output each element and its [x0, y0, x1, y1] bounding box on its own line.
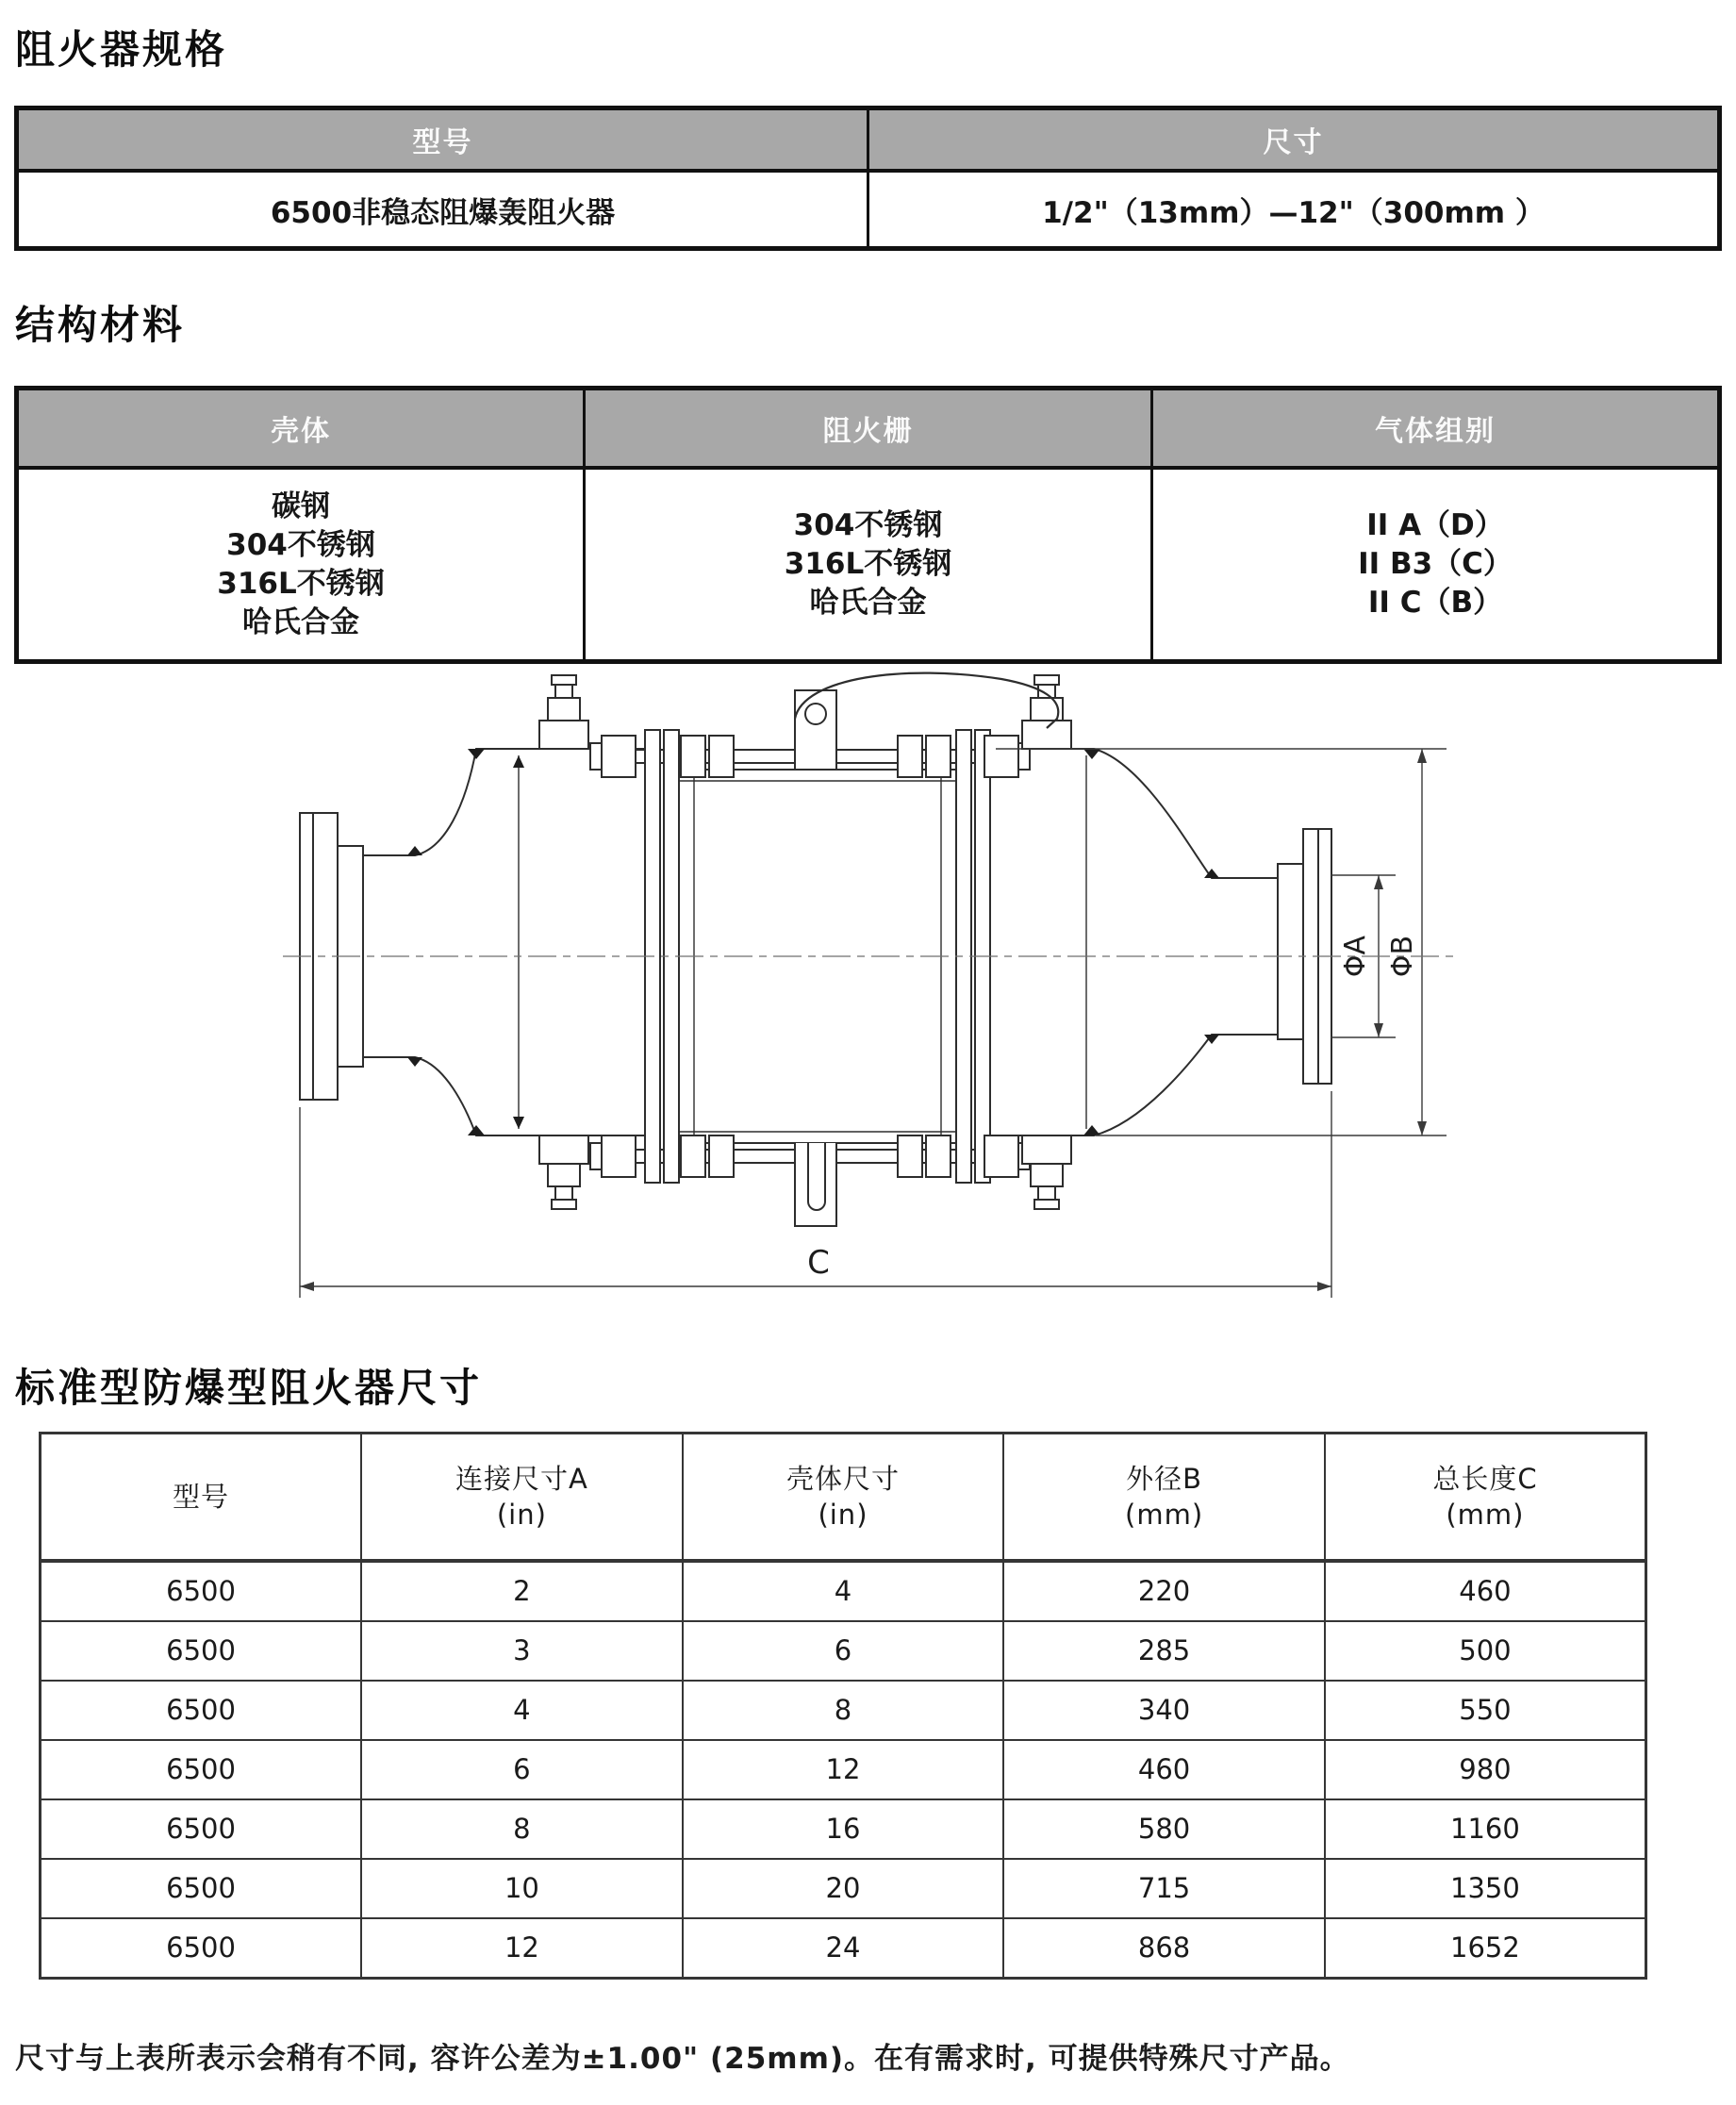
cell-length-c: 460: [1325, 1561, 1646, 1621]
header-line: (in): [818, 1498, 868, 1531]
material-line: 316L不锈钢: [784, 547, 952, 582]
dim-label-c: C: [807, 1244, 830, 1283]
cell-conn-a: 2: [361, 1561, 683, 1621]
dim-header-model: [41, 1433, 362, 1561]
cell-outer-b: 460: [1003, 1740, 1325, 1799]
cell-outer-b: 715: [1003, 1859, 1325, 1918]
materials-cell-gasgroup: [1152, 468, 1720, 662]
cell-outer-b: 285: [1003, 1621, 1325, 1681]
cell-conn-a: 10: [361, 1859, 683, 1918]
materials-cell-shell: [17, 468, 585, 662]
arrester-body: [300, 673, 1331, 1226]
materials-header-gasgroup: 气体组别: [1152, 389, 1720, 469]
header-line: (mm): [1125, 1498, 1204, 1531]
table-row: [41, 1918, 1646, 1979]
cell-model: 6500: [41, 1561, 362, 1621]
table-row: [41, 1799, 1646, 1859]
cell-model: 6500: [41, 1918, 362, 1979]
spec-table-header-row: [17, 108, 1720, 172]
cell-model: 6500: [41, 1799, 362, 1859]
cell-length-c: 980: [1325, 1740, 1646, 1799]
dimensions-table: [39, 1432, 1647, 1980]
spec-cell-size: 1/2"（13mm）—12"（300mm ）: [868, 171, 1720, 249]
dim-header-connection-a: [361, 1433, 683, 1561]
material-line: 316L不锈钢: [217, 566, 385, 601]
dimension-labels: [807, 936, 1419, 1283]
spec-table-row: [17, 171, 1720, 249]
table-row: [41, 1740, 1646, 1799]
cell-model: 6500: [41, 1621, 362, 1681]
cell-shell: 6: [683, 1621, 1004, 1681]
material-line: 碳钢: [272, 489, 330, 523]
section2-title: 结构材料: [15, 302, 186, 349]
materials-cell-element: [585, 468, 1152, 662]
cell-conn-a: 6: [361, 1740, 683, 1799]
spec-cell-model: 6500非稳态阻爆轰阻火器: [17, 171, 868, 249]
bottom-bracket: [795, 1143, 836, 1226]
left-dome: [363, 749, 645, 1135]
gas-group-line: II B3（C）: [1358, 547, 1513, 582]
material-line: 哈氏合金: [809, 586, 927, 621]
cell-shell: 8: [683, 1681, 1004, 1740]
header-line: 连接尺寸A: [455, 1462, 588, 1495]
cell-model: 6500: [41, 1740, 362, 1799]
materials-header-shell: 壳体: [17, 389, 585, 469]
header-line: (mm): [1446, 1498, 1525, 1531]
material-line: 304不锈钢: [226, 527, 375, 562]
cell-length-c: 1350: [1325, 1859, 1646, 1918]
dim-header-outer-b: [1003, 1433, 1325, 1561]
dim-label-b: ΦB: [1386, 936, 1419, 978]
weld-marks: [407, 749, 1219, 1135]
gas-group-line: II A（D）: [1366, 508, 1504, 543]
cell-outer-b: 868: [1003, 1918, 1325, 1979]
section1-title: 阻火器规格: [15, 26, 228, 73]
header-line: 总长度C: [1432, 1462, 1538, 1495]
dim-label-a: ΦA: [1339, 936, 1372, 978]
cell-model: 6500: [41, 1859, 362, 1918]
table-row: [41, 1859, 1646, 1918]
cell-outer-b: 340: [1003, 1681, 1325, 1740]
cell-conn-a: 12: [361, 1918, 683, 1979]
cell-shell: 4: [683, 1561, 1004, 1621]
dimension-lines: [300, 749, 1447, 1298]
dimensions-header-row: [41, 1433, 1646, 1561]
section3-title: 标准型防爆型阻火器尺寸: [15, 1365, 483, 1412]
header-line: (in): [496, 1498, 547, 1531]
header-line: 壳体尺寸: [785, 1462, 900, 1495]
cell-shell: 20: [683, 1859, 1004, 1918]
spec-header-model: 型号: [17, 108, 868, 172]
dim-header-shell-size: [683, 1433, 1004, 1561]
materials-header-row: [17, 389, 1720, 469]
cell-outer-b: 580: [1003, 1799, 1325, 1859]
cell-conn-a: 8: [361, 1799, 683, 1859]
cell-conn-a: 3: [361, 1621, 683, 1681]
table-row: [41, 1681, 1646, 1740]
dim-header-length-c: [1325, 1433, 1646, 1561]
materials-table: [14, 386, 1722, 664]
spec-table: [14, 106, 1722, 251]
cell-length-c: 500: [1325, 1621, 1646, 1681]
tolerance-note: 尺寸与上表所表示会稍有不同, 容许公差为±1.00" (25mm)。在有需求时, 可提供特殊尺寸产品。: [15, 2041, 1350, 2076]
cell-length-c: 1160: [1325, 1799, 1646, 1859]
cell-shell: 24: [683, 1918, 1004, 1979]
element-housing: [679, 770, 956, 1143]
cell-model: 6500: [41, 1681, 362, 1740]
materials-row: [17, 468, 1720, 662]
dimension-arrows: [300, 749, 1427, 1291]
technical-drawing: [0, 664, 1736, 1367]
cell-length-c: 550: [1325, 1681, 1646, 1740]
header-line: 型号: [173, 1480, 230, 1513]
header-line: 外径B: [1126, 1462, 1203, 1495]
spec-header-size: 尺寸: [868, 108, 1720, 172]
cell-shell: 16: [683, 1799, 1004, 1859]
cell-conn-a: 4: [361, 1681, 683, 1740]
material-line: 304不锈钢: [793, 508, 943, 543]
right-dome: [990, 749, 1278, 1135]
table-row: [41, 1561, 1646, 1621]
cell-outer-b: 220: [1003, 1561, 1325, 1621]
gas-group-line: II C（B）: [1367, 586, 1503, 621]
table-row: [41, 1621, 1646, 1681]
cell-length-c: 1652: [1325, 1918, 1646, 1979]
materials-header-element: 阻火栅: [585, 389, 1152, 469]
material-line: 哈氏合金: [242, 605, 359, 639]
cell-shell: 12: [683, 1740, 1004, 1799]
